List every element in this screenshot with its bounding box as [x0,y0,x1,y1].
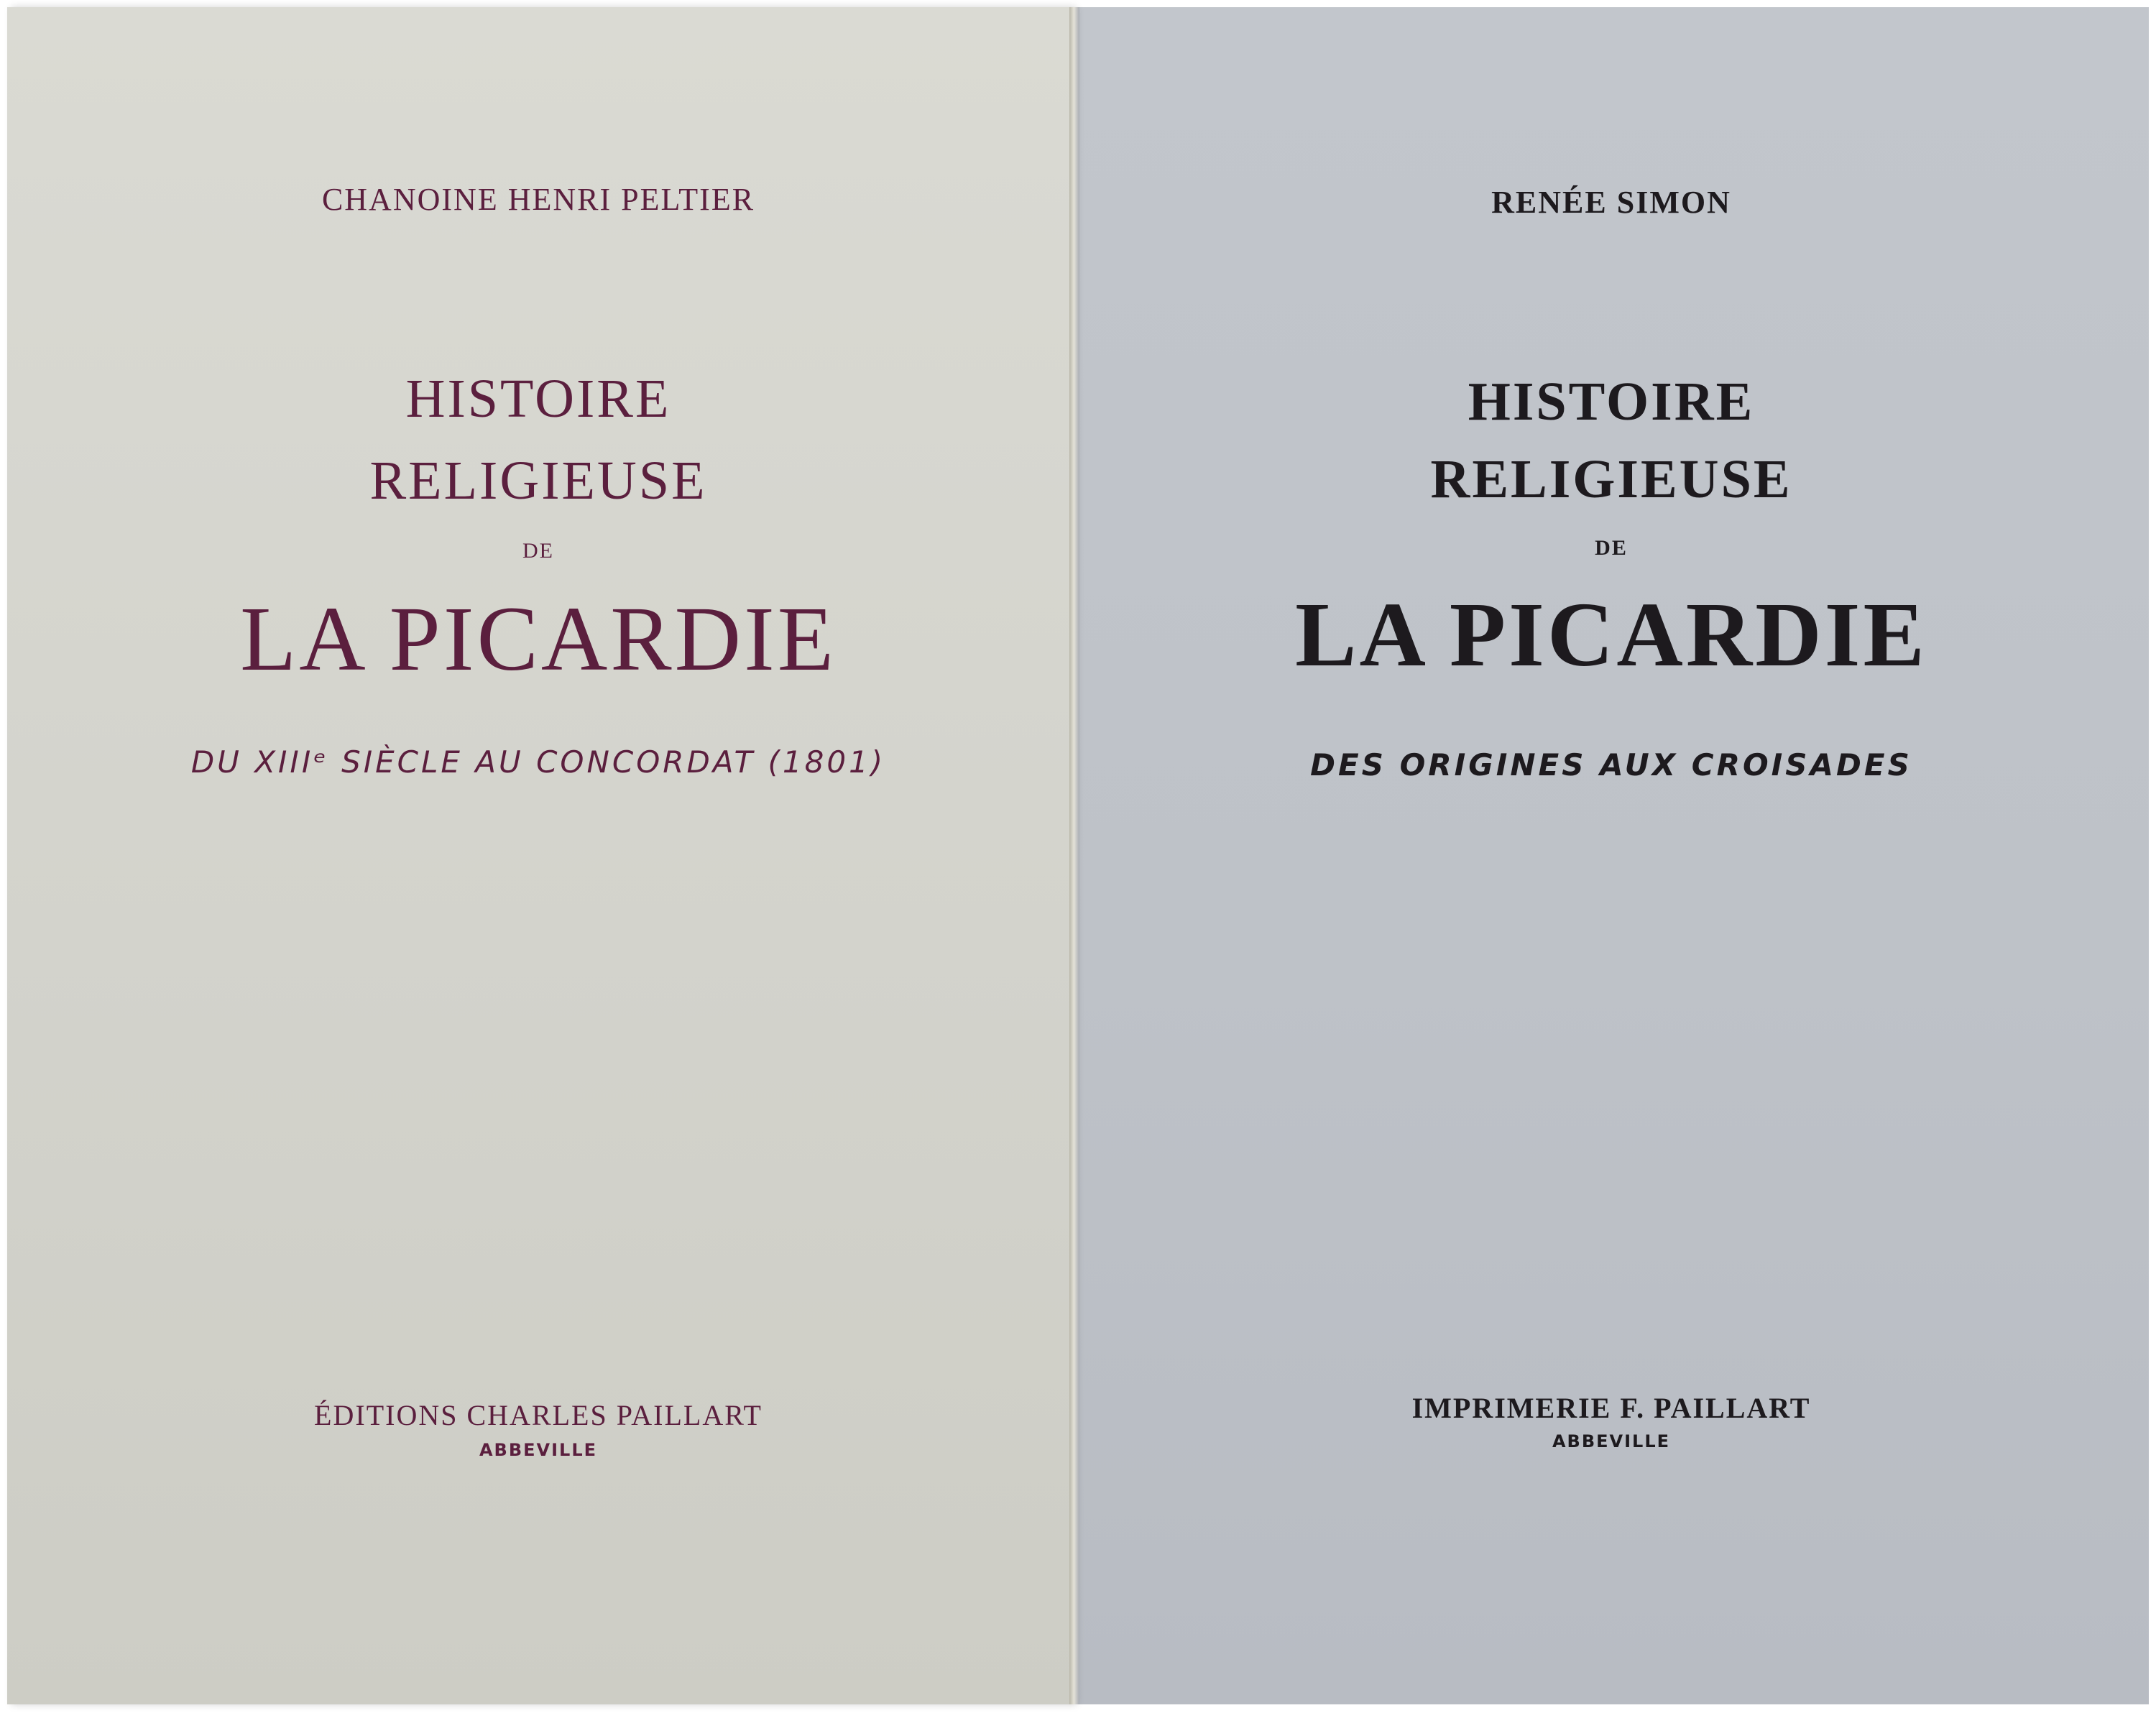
left-title-line2: RELIGIEUSE [369,451,707,511]
left-title-de: DE [522,539,554,563]
book-edge-shadow [1069,7,1079,1704]
right-book-cover [1074,7,2149,1704]
left-publisher: ÉDITIONS CHARLES PAILLART [314,1399,763,1431]
right-title-de: DE [1595,536,1628,560]
left-book-cover [7,7,1072,1704]
right-author: RENÉE SIMON [1491,185,1731,220]
left-title-place: LA PICARDIE [240,588,837,690]
right-title-place: LA PICARDIE [1295,583,1927,685]
right-title-line1: HISTOIRE [1468,371,1755,432]
right-title-line2: RELIGIEUSE [1430,449,1792,509]
left-author: CHANOINE HENRI PELTIER [321,182,755,217]
right-subtitle: DES ORIGINES AUX CROISADES [1310,747,1912,782]
left-title-line1: HISTOIRE [405,369,671,429]
left-city: ABBEVILLE [479,1440,598,1460]
right-publisher: IMPRIMERIE F. PAILLART [1411,1392,1811,1424]
left-subtitle: DU XIIIᵉ SIÈCLE AU CONCORDAT (1801) [190,744,886,780]
right-city: ABBEVILLE [1552,1431,1671,1451]
